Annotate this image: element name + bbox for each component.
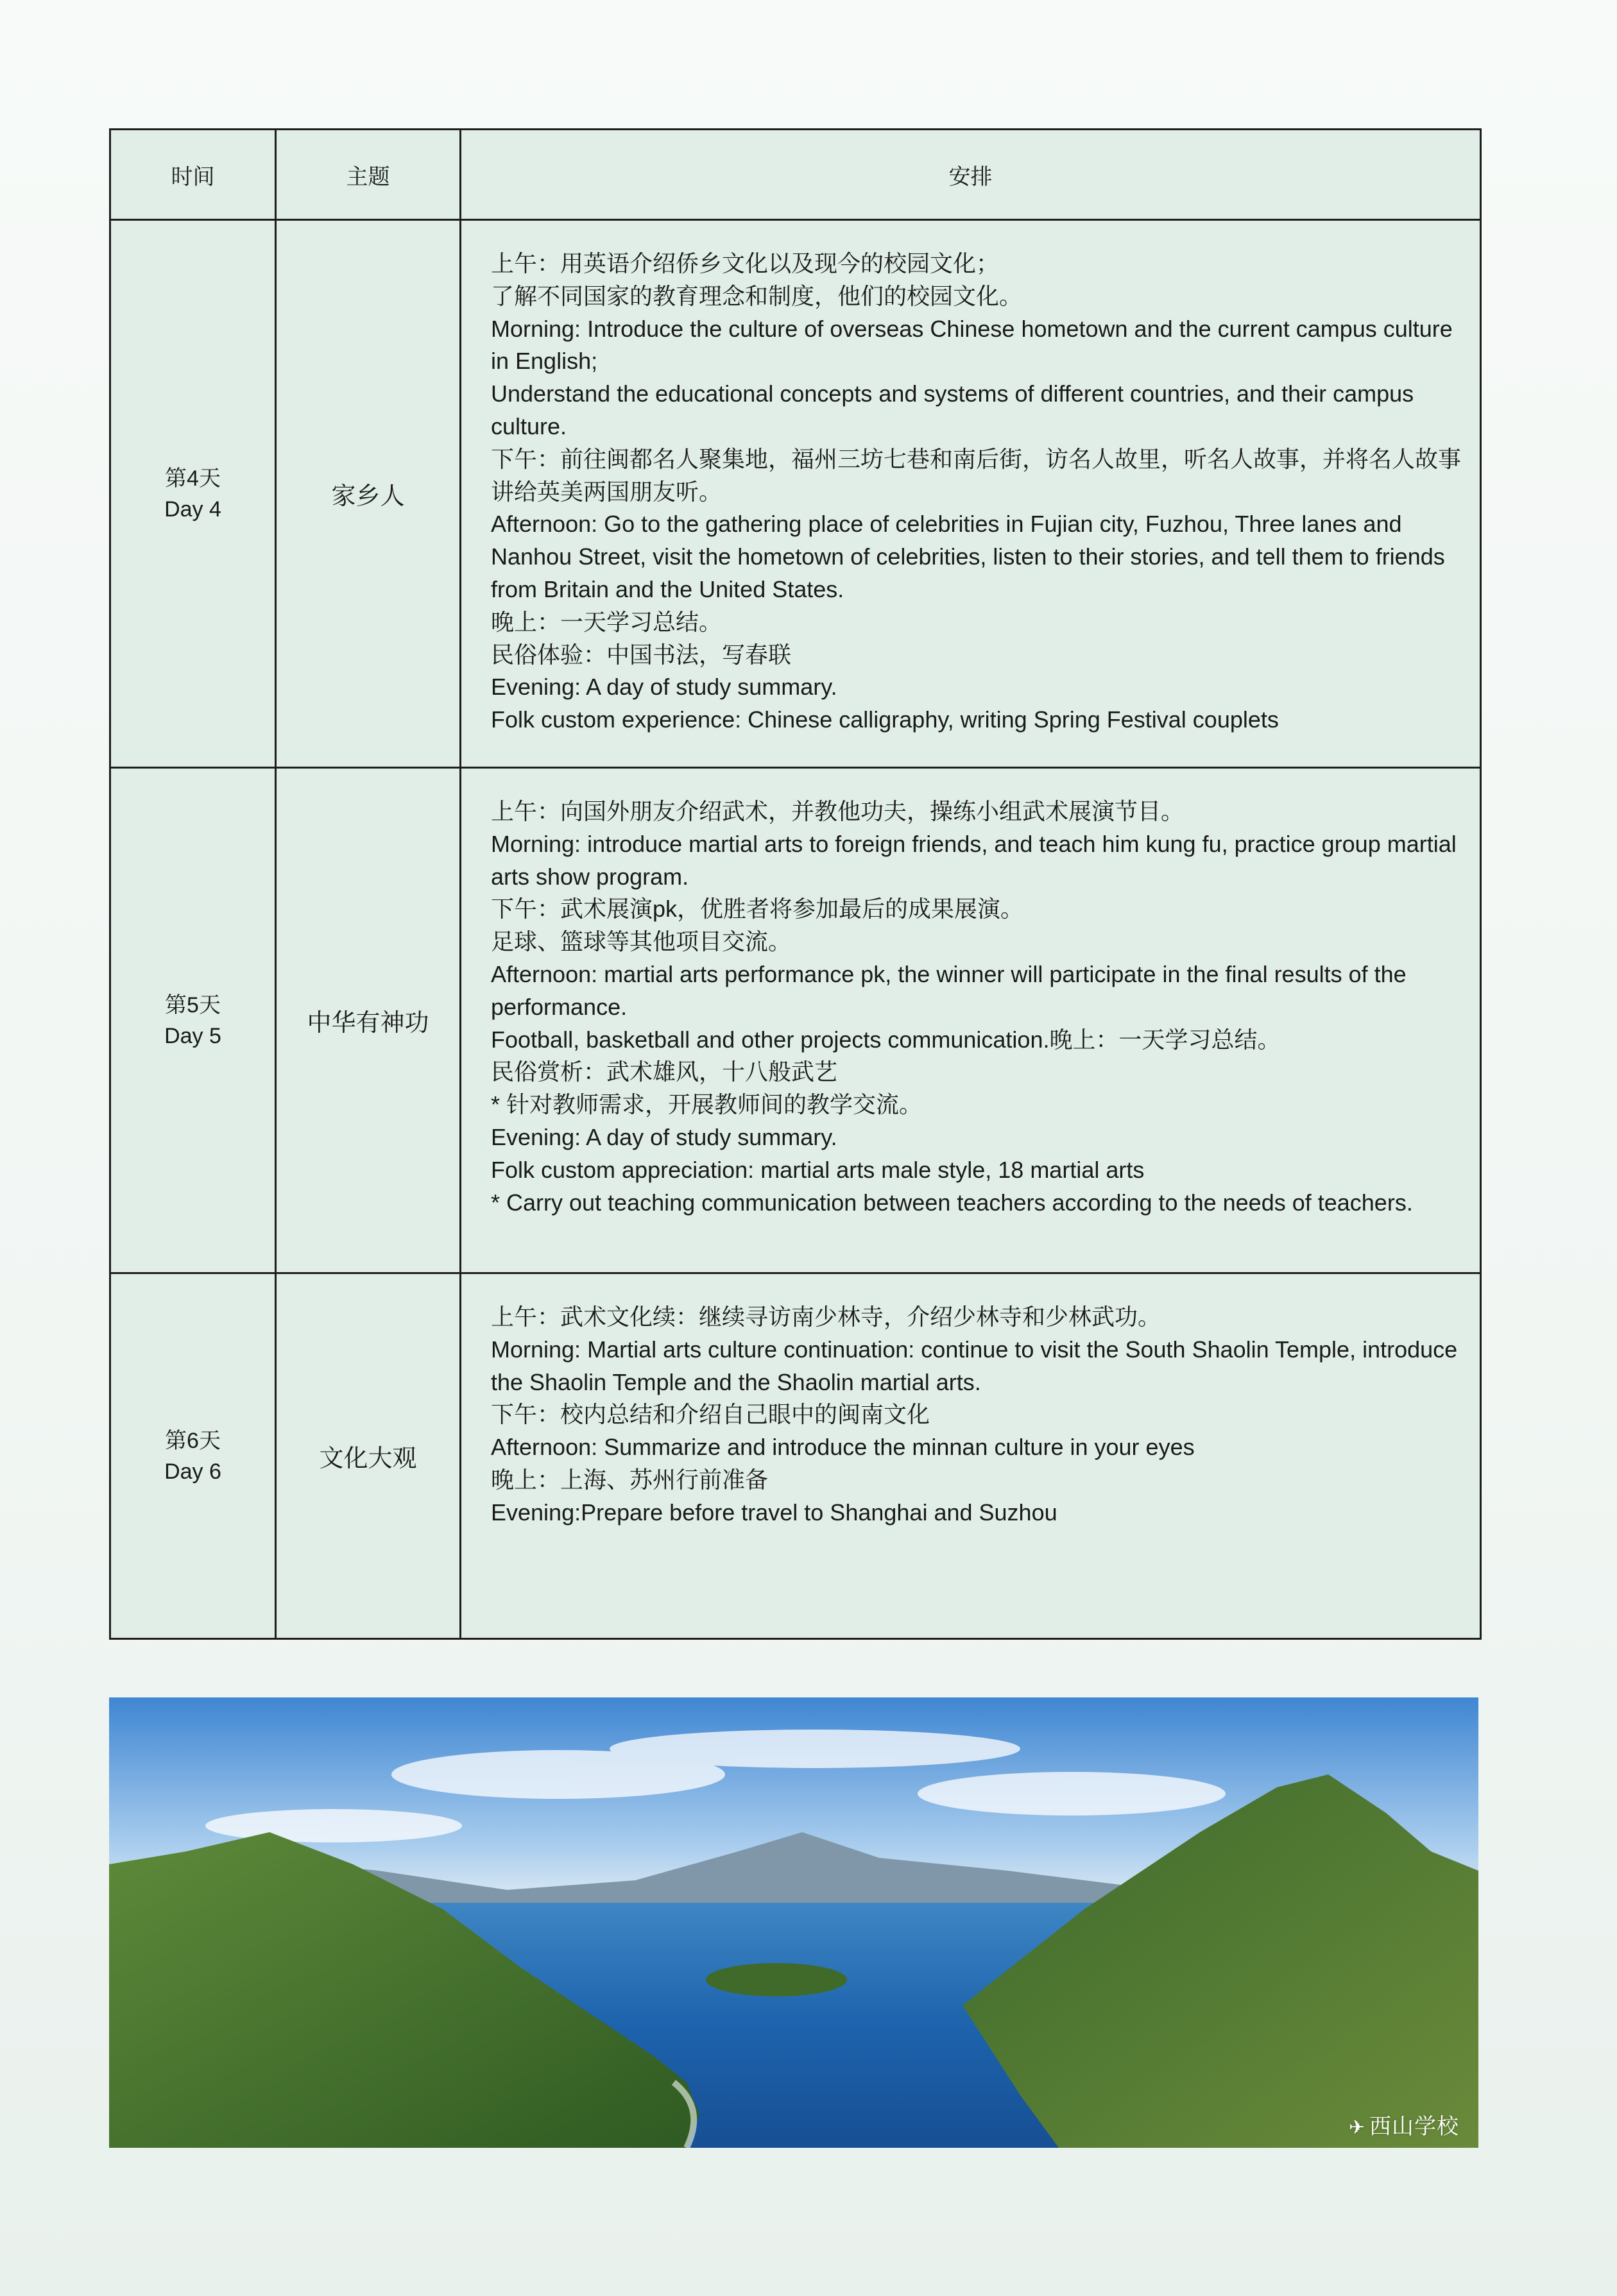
arrangement-line: 上午：用英语介绍侨乡文化以及现今的校园文化； <box>491 250 1000 276</box>
header-time: 时间 <box>110 130 276 220</box>
landscape-photo <box>109 1697 1478 2148</box>
arrangement-line: Folk custom experience: Chinese calligraphy, writing Spring Festival couplets <box>491 706 1279 733</box>
arrangement-line: Evening: A day of study summary. <box>491 674 837 701</box>
arrangement-line: 下午：前往闽都名人聚集地，福州三坊七巷和南后街，访名人故里，听名人故事，并将名人故事讲给英美两国朋友听。 <box>491 445 1462 505</box>
arrangement-line: Afternoon: martial arts performance pk, the winner will participate in the final results of the performance. <box>491 960 1407 1020</box>
day-cell <box>110 1273 276 1639</box>
watermark-text: 西山学校 <box>1369 2114 1459 2139</box>
schedule-table <box>109 128 1482 1640</box>
arrangement-line: 晚上：上海、苏州行前准备 <box>491 1466 769 1493</box>
arrangement-line: Afternoon: Summarize and introduce the minnan culture in your eyes <box>491 1434 1195 1461</box>
arrangement-line: Morning: introduce martial arts to foreign friends, and teach him kung fu, practice group martial arts show program. <box>491 830 1457 890</box>
theme-cell: 文化大观 <box>276 1273 461 1639</box>
arrangement-cell <box>461 220 1481 768</box>
table-row-day4 <box>110 220 1481 768</box>
arrangement-line: 上午：向国外朋友介绍武术，并教他功夫，操练小组武术展演节目。 <box>491 798 1185 824</box>
arrangement-line: 下午：武术展演pk，优胜者将参加最后的成果展演。 <box>491 896 1024 923</box>
watermark <box>1349 2109 1459 2140</box>
arrangement-line: Morning: Introduce the culture of overseas Chinese hometown and the current campus culture in English; <box>491 315 1453 375</box>
table-row-day6 <box>110 1273 1481 1639</box>
arrangement-line: 民俗赏析：武术雄风，十八般武艺 <box>491 1059 838 1085</box>
arrangement-line: Understand the educational concepts and systems of different countries, and their campus culture. <box>491 380 1414 439</box>
arrangement-line: 足球、篮球等其他项目交流。 <box>491 928 792 955</box>
arrangement-line: 民俗体验：中国书法，写春联 <box>491 641 792 668</box>
header-theme: 主题 <box>276 130 461 220</box>
day-label-cn: 第6天 <box>165 1428 221 1453</box>
arrangement-line: Evening:Prepare before travel to Shanghai and Suzhou <box>491 1499 1057 1526</box>
arrangement-line: 了解不同国家的教育理念和制度，他们的校园文化。 <box>491 282 1023 309</box>
theme-cell: 家乡人 <box>276 220 461 768</box>
arrangement-line: Folk custom appreciation: martial arts male style, 18 martial arts <box>491 1156 1145 1183</box>
theme-cell: 中华有神功 <box>276 768 461 1273</box>
day-label-en: Day 4 <box>164 497 221 522</box>
table-header-row <box>110 130 1481 220</box>
arrangement-line: Afternoon: Go to the gathering place of celebrities in Fujian city, Fuzhou, Three lanes and Nanhou Street, visit the hometown of celebrities, listen to their stories, and tell them to friends from Britain and the United States. <box>491 511 1445 602</box>
bird-logo-icon: ✈ <box>1348 2117 1365 2138</box>
table-row-day5 <box>110 768 1481 1273</box>
day-label-en: Day 5 <box>164 1023 221 1048</box>
arrangement-line: * 针对教师需求，开展教师间的教学交流。 <box>491 1091 923 1118</box>
arrangement-line: 上午：武术文化续：继续寻访南少林寺，介绍少林寺和少林武功。 <box>491 1304 1161 1330</box>
island <box>706 1963 847 1996</box>
arrangement-line: 晚上：一天学习总结。 <box>491 608 723 635</box>
arrangement-line: Morning: Martial arts culture continuation: continue to visit the South Shaolin Temple, introduce the Shaolin Temple and the Shaolin martial arts. <box>491 1336 1458 1395</box>
landscape-illustration <box>109 1697 1478 2148</box>
arrangement-line: * Carry out teaching communication between teachers according to the needs of teachers. <box>491 1189 1413 1216</box>
arrangement-cell <box>461 768 1481 1273</box>
day-cell <box>110 768 276 1273</box>
day-label-cn: 第4天 <box>165 466 221 491</box>
arrangement-line: Evening: A day of study summary. <box>491 1123 837 1150</box>
day-label-en: Day 6 <box>164 1459 221 1484</box>
arrangement-line: Football, basketball and other projects communication.晚上：一天学习总结。 <box>491 1026 1281 1053</box>
day-label-cn: 第5天 <box>165 992 221 1017</box>
arrangement-line: 下午：校内总结和介绍自己眼中的闽南文化 <box>491 1401 930 1428</box>
header-arrangement: 安排 <box>461 130 1481 220</box>
arrangement-cell <box>461 1273 1481 1639</box>
day-cell <box>110 220 276 768</box>
